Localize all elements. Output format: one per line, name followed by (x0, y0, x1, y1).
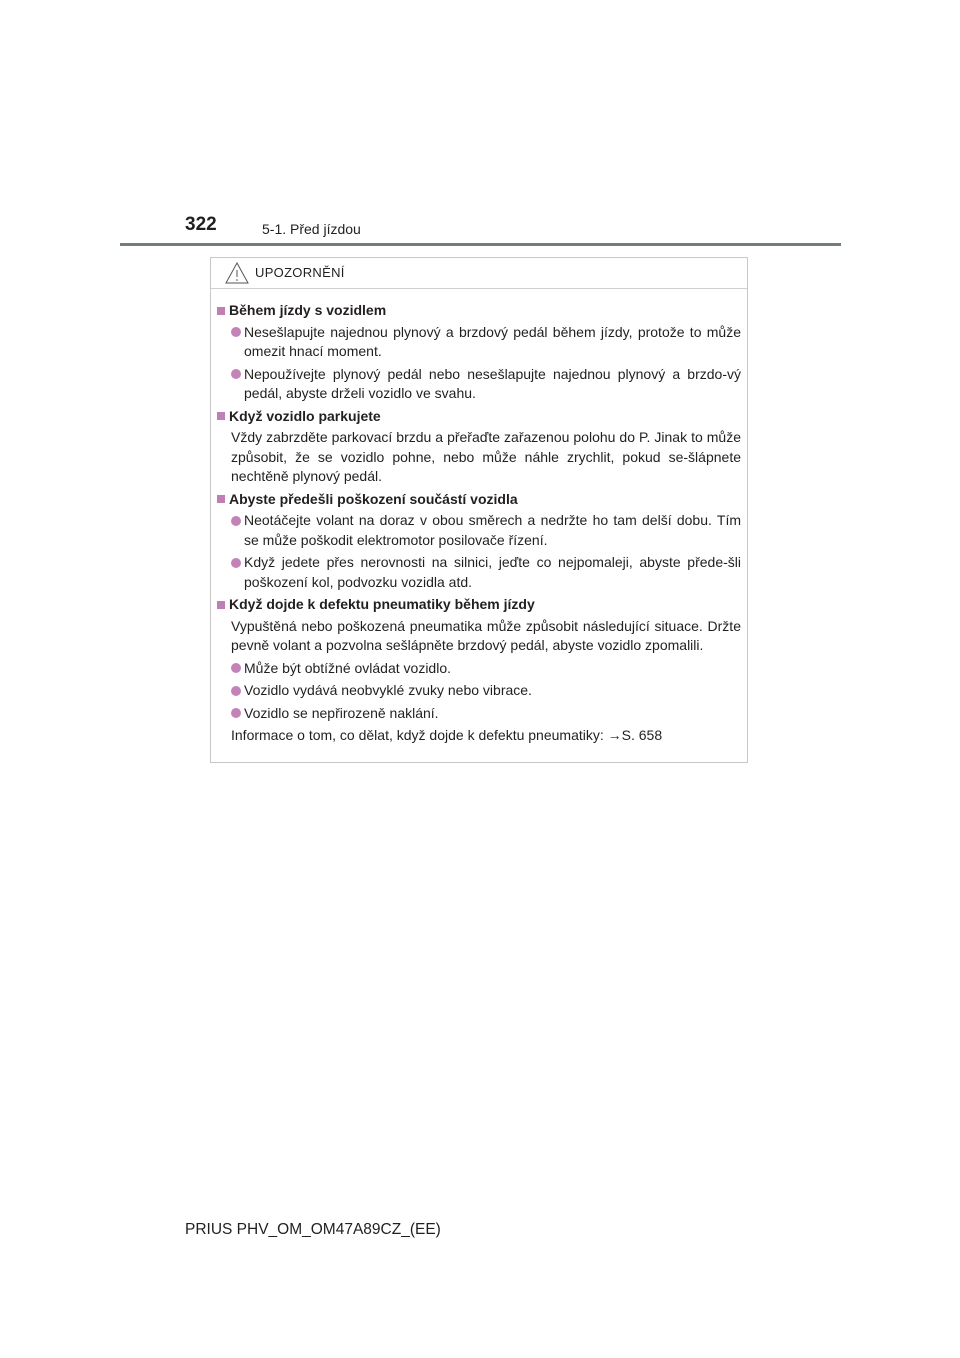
bullet-text: Může být obtížné ovládat vozidlo. (244, 659, 452, 676)
dot-bullet-icon (231, 327, 241, 337)
square-bullet-icon (217, 307, 225, 315)
warning-header (211, 258, 747, 289)
paragraph: Vypuštěná nebo poškozená pneumatika může způsobit následující situace. Držte pevně volant a pozvolna sešlápněte brzdový pedál, abyste vozidlo zpomalili. (231, 617, 741, 653)
warning-title: UPOZORNĚNÍ (255, 265, 345, 280)
dot-bullet-icon (231, 369, 241, 379)
bullet-item (217, 553, 747, 592)
bullet-text: Nepoužívejte plynový pedál nebo nesešlapujte najednou plynový a brzdo-vý pedál, abyste drželi vozidlo ve svahu. (244, 365, 741, 401)
topic (217, 407, 747, 427)
dot-bullet-icon (231, 708, 241, 718)
square-bullet-icon (217, 495, 225, 503)
bullet-item (217, 659, 747, 679)
warning-triangle-icon (224, 261, 250, 290)
warning-body (211, 289, 747, 746)
topic-title: Abyste předešli poškození součástí vozidla (229, 490, 518, 507)
dot-bullet-icon (231, 516, 241, 526)
topic (217, 595, 747, 615)
paragraph: Vždy zabrzděte parkovací brzdu a přeřaďte zařazenou polohu do P. Jinak to může způsobit, že se vozidlo pohne, nebo může náhle zrychlit, pokud se-šlápnete nechtěně plynový pedál. (231, 429, 741, 484)
warning-box (210, 257, 748, 763)
bullet-item (217, 365, 747, 404)
topic (217, 301, 747, 321)
section-title: 5-1. Před jízdou (262, 221, 361, 237)
bullet-text: Nesešlapujte najednou plynový a brzdový pedál během jízdy, protože to může omezit hnací moment. (244, 323, 741, 359)
topic (217, 490, 747, 510)
topic-title: Během jízdy s vozidlem (229, 302, 387, 318)
bullet-item (217, 511, 747, 550)
bullet-text: Vozidlo vydává neobvyklé zvuky nebo vibrace. (244, 682, 532, 698)
bullet-item (217, 681, 747, 701)
page-reference[interactable]: Informace o tom, co dělat, když dojde k defektu pneumatiky: →S. 658 (231, 727, 663, 743)
dot-bullet-icon (231, 663, 241, 673)
bullet-item (217, 323, 747, 362)
header-rule (120, 243, 841, 246)
manual-code: PRIUS PHV_OM_OM47A89CZ_(EE) (185, 1221, 441, 1238)
bullet-text: Když jedete přes nerovnosti na silnici, jeďte co nejpomaleji, abyste přede-šli poškození kol, podvozku vozidla atd. (244, 554, 741, 590)
topic-title: Když dojde k defektu pneumatiky během jízdy (229, 596, 535, 612)
bullet-text: Neotáčejte volant na doraz v obou směrech a nedržte ho tam delší dobu. Tím se může poškodit elektromotor posilovače řízení. (244, 512, 741, 548)
dot-bullet-icon (231, 558, 241, 568)
topic-title: Když vozidlo parkujete (229, 407, 381, 424)
dot-bullet-icon (231, 686, 241, 696)
square-bullet-icon (217, 601, 225, 609)
page-number: 322 (185, 214, 217, 235)
bullet-item (217, 704, 747, 724)
bullet-text: Vozidlo se nepřirozeně naklání. (244, 704, 439, 721)
square-bullet-icon (217, 412, 225, 420)
